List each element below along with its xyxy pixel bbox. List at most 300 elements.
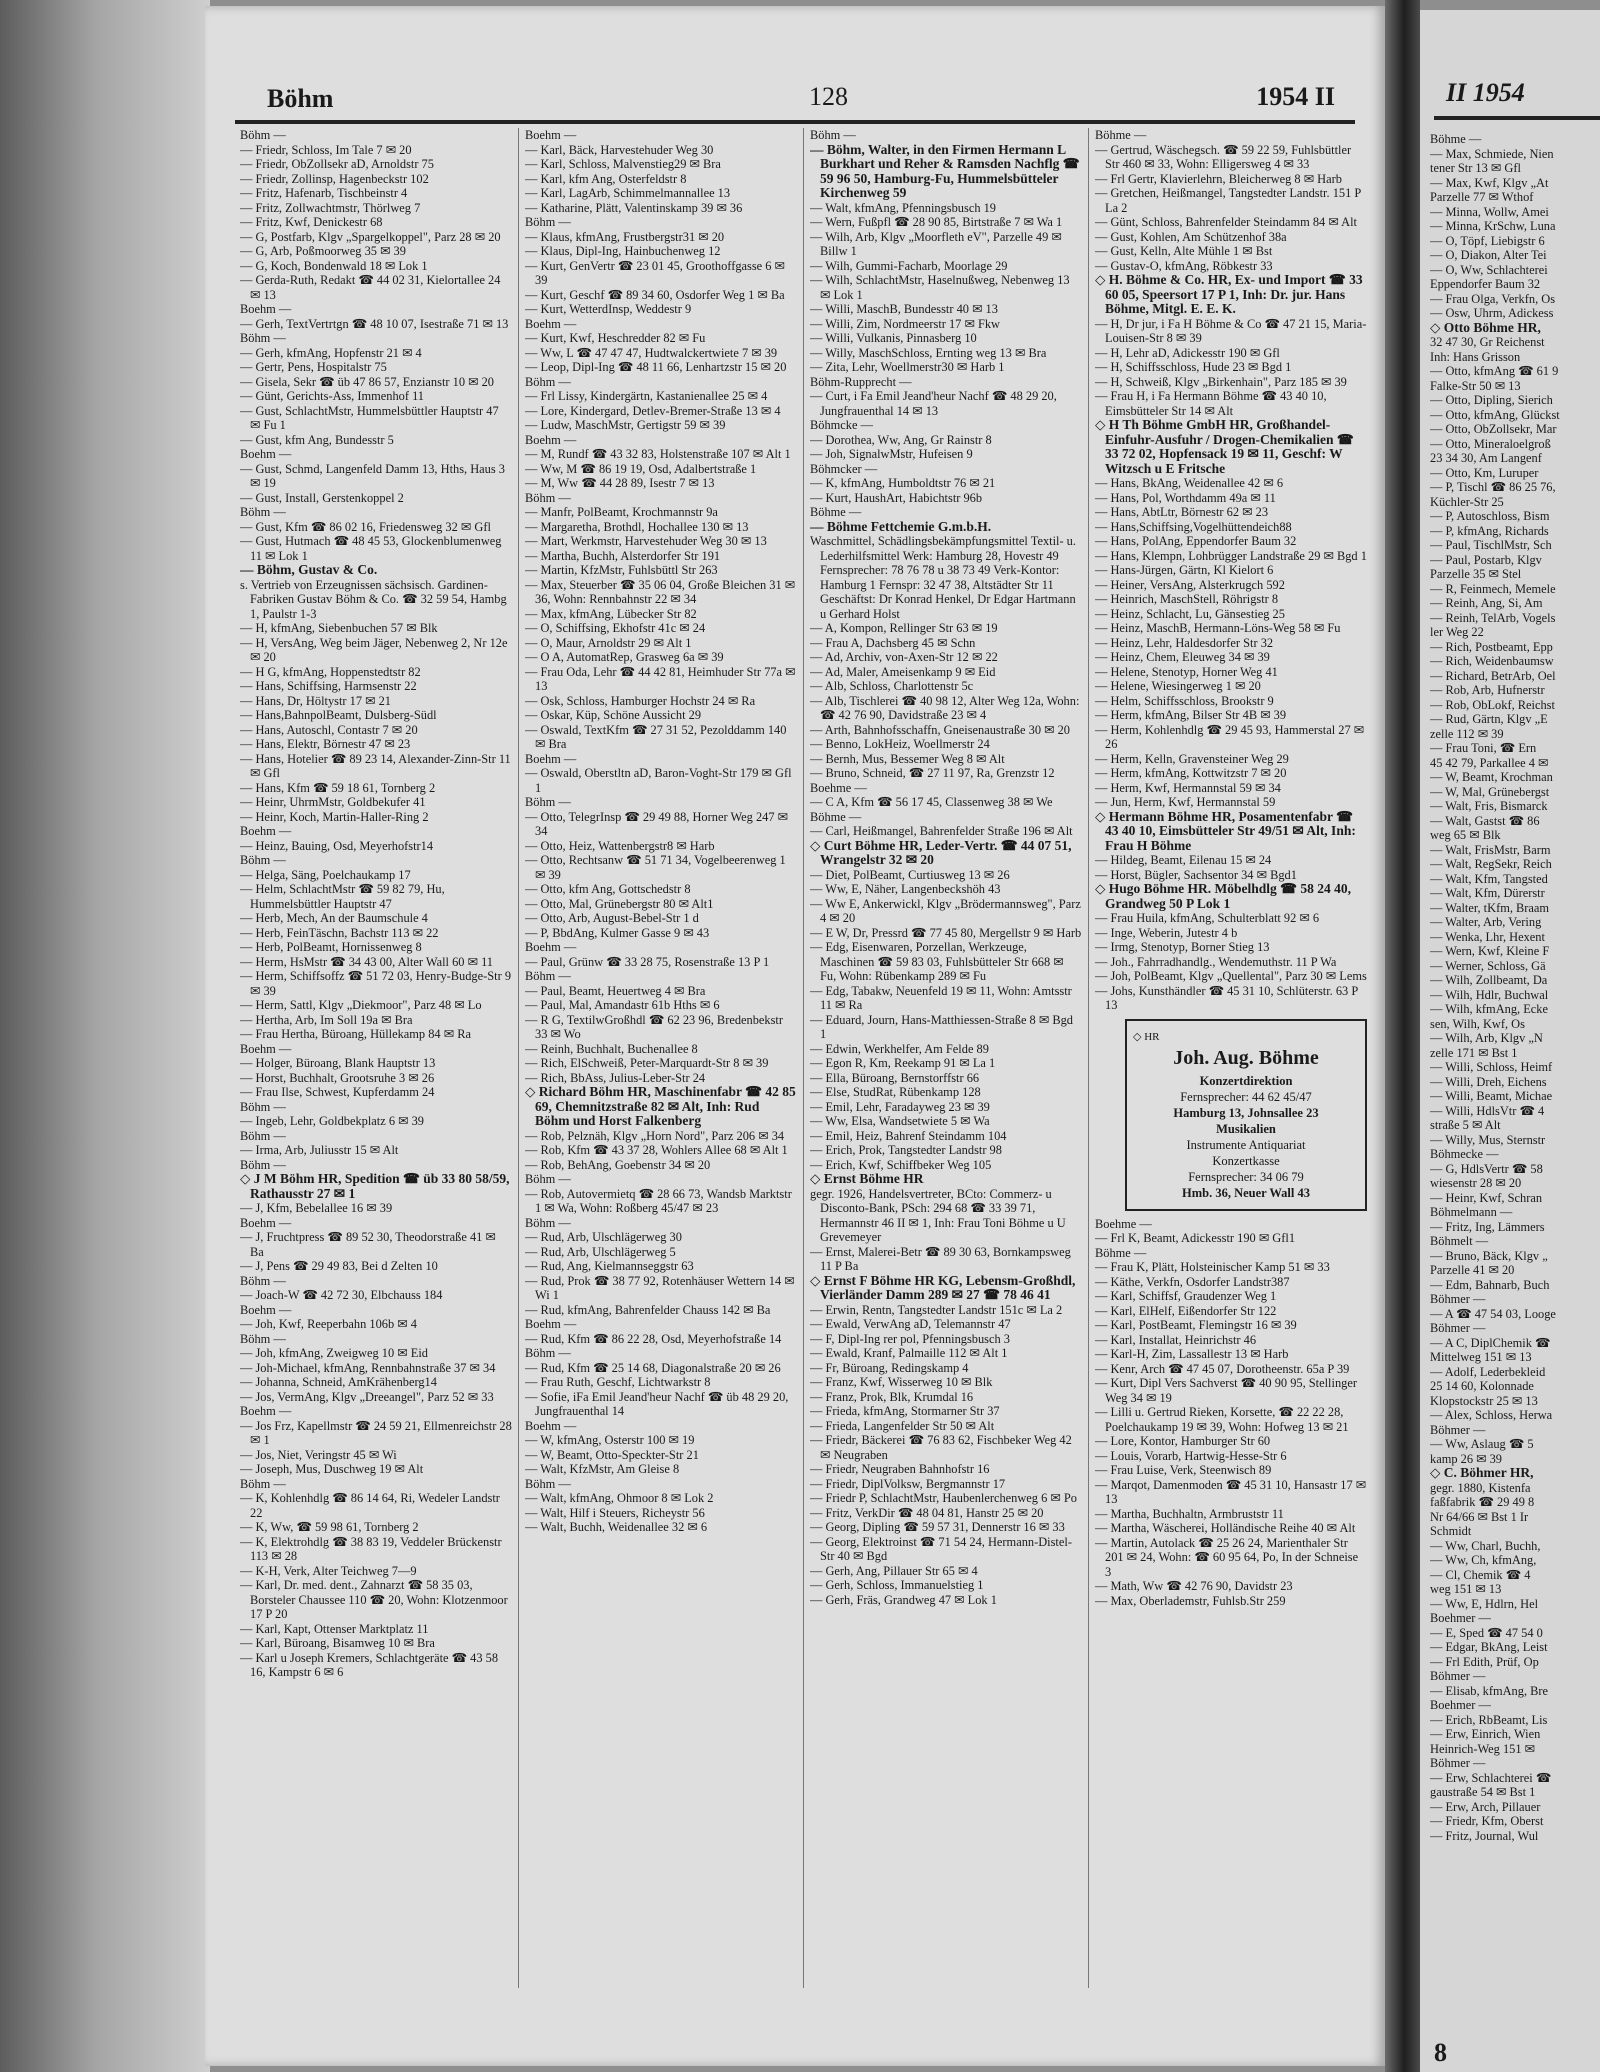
directory-entry: — Walt, Kfm, Dürerstr <box>1430 886 1545 900</box>
surname-heading: Böhm — <box>525 1346 571 1360</box>
directory-entry: — G, HdlsVertr ☎ 58 <box>1430 1161 1543 1176</box>
directory-entry: — Joh, Kwf, Reeperbahn 106b ✉ 4 <box>240 1317 417 1331</box>
directory-entry: — Bernh, Mus, Bessemer Weg 8 ✉ Alt <box>810 751 1005 766</box>
ad-phone2: Fernsprecher: 34 06 79 <box>1188 1169 1304 1184</box>
surname-heading: Böhmelt — <box>1430 1234 1489 1248</box>
directory-entry: — O, Maur, Arnoldstr 29 ✉ Alt 1 <box>525 635 692 650</box>
surname-heading: Boehm — <box>525 1317 577 1331</box>
directory-entry: — O, Schiffsing, Ekhofstr 41c ✉ 24 <box>525 621 706 635</box>
directory-entry: — Rob, Arb, Hufnerstr <box>1430 683 1545 697</box>
directory-entry: — Frau Hertha, Büroang, Hüllekamp 84 ✉ Ra <box>240 1027 471 1041</box>
directory-entry: — Rich, Weidenbaumsw <box>1430 654 1554 668</box>
directory-entry: — Hans-Jürgen, Gärtn, Kl Kielort 6 <box>1095 563 1274 577</box>
ad-subtitle: Konzertdirektion <box>1199 1073 1293 1088</box>
directory-entry: — J, Fruchtpress ☎ 89 52 30, Theodorstraße 41 ✉ Ba <box>240 1230 496 1259</box>
directory-entry: — Walter, Arb, Vering <box>1430 915 1542 929</box>
directory-entry: — H, Lehr aD, Adickesstr 190 ✉ Gfl <box>1095 345 1280 360</box>
directory-entry: — Emil, Lehr, Faradayweg 23 ✉ 39 <box>810 1099 990 1114</box>
directory-entry: — O, Töpf, Liebigstr 6 <box>1430 233 1545 248</box>
directory-entry: gegr. 1926, Handelsvertreter, BCto: Commerz- u Disconto-Bank, PSch: 294 68 ☎ 33 39 71, Hermannstr 46 II ✉ 1, Inh: Frau Toni Böhme u U Grevemeyer <box>810 1186 1066 1244</box>
directory-entry: — Holger, Büroang, Blank Hauptstr 13 <box>240 1056 436 1070</box>
column-divider <box>518 128 519 1988</box>
directory-entry: — Heinr, UhrmMstr, Goldbekufer 41 <box>240 795 426 809</box>
directory-entry: — Erich, RbBeamt, Lis <box>1430 1712 1548 1727</box>
directory-entry: — Frau Huila, kfmAng, Schulterblatt 92 ✉ 6 <box>1095 911 1320 925</box>
directory-entry: — Frl Gertr, Klavierlehrn, Bleicherweg 8 ✉ Harb <box>1095 171 1342 186</box>
directory-entry: — Willi, Schloss, Heimf <box>1430 1060 1553 1074</box>
directory-entry: — Alb, Tischlerei ☎ 40 98 12, Alter Weg 12a, Wohn: ☎ 42 76 90, Davidstraße 23 ✉ 4 <box>810 693 1080 722</box>
directory-entry: — Martha, Wäscherei, Holländische Reihe 40 ✉ Alt <box>1095 1521 1356 1535</box>
directory-entry: — H, Dr jur, i Fa H Böhme & Co ☎ 47 21 15, Maria-Louisen-Str 8 ✉ 39 <box>1095 316 1367 345</box>
directory-entry: — Ww, Ch, kfmAng, <box>1430 1553 1537 1567</box>
directory-entry: — Helm, Schiffsschloss, Brookstr 9 <box>1095 693 1274 708</box>
directory-entry: — Hans, Hotelier ☎ 89 23 14, Alexander-Zinn-Str 11 ✉ Gfl <box>240 751 511 780</box>
directory-entry: — Joh, kfmAng, Zweigweg 10 ✉ Eid <box>240 1346 428 1360</box>
next-page <box>1420 10 1600 2072</box>
directory-entry: — Herm, Sattl, Klgv „Diekmoor", Parz 48 ✉ Lo <box>240 998 482 1012</box>
directory-entry: — Günt, Schloss, Bahrenfelder Steindamm 84 ✉ Alt <box>1095 215 1357 229</box>
directory-entry: — Friedr, Zollinsp, Hagenbeckstr 102 <box>240 171 429 186</box>
directory-entry: — Fritz, Ing, Lämmers <box>1430 1219 1545 1234</box>
directory-entry: — Karl, Dr. med. dent., Zahnarzt ☎ 58 35 03, Borsteler Chaussee 110 ☎ 20, Wohn: Klotzenmoor 17 P 20 <box>240 1578 508 1621</box>
directory-entry: — Otto, Rechtsanw ☎ 51 71 34, Vogelbeerenweg 1 ✉ 39 <box>525 853 786 882</box>
directory-entry: — Karl, Schiffsf, Graudenzer Weg 1 <box>1095 1289 1277 1303</box>
directory-entry: — Karl, Schloss, Malvenstieg29 ✉ Bra <box>525 157 721 171</box>
surname-heading: Böhmelmann — <box>1430 1205 1513 1219</box>
directory-entry: — Fr, Büroang, Redingskamp 4 <box>810 1360 969 1375</box>
directory-entry: — G, Koch, Bondenwald 18 ✉ Lok 1 <box>240 258 428 273</box>
directory-entry: — Helene, Stenotyp, Horner Weg 41 <box>1095 664 1278 679</box>
surname-heading: Böhm — <box>525 1215 571 1230</box>
directory-entry: — Ww, Aslaug ☎ 5 <box>1430 1437 1534 1451</box>
directory-entry: — Irmg, Stenotyp, Borner Stieg 13 <box>1095 940 1270 954</box>
directory-entry: — Friedr, Schloss, Im Tale 7 ✉ 20 <box>240 142 412 157</box>
directory-entry: — Ewald, VerwAng aD, Telemannstr 47 <box>810 1317 1011 1331</box>
directory-entry: — Joh., Fahrradhandlg., Wendemuthstr. 11 P Wa <box>1095 954 1337 969</box>
ad-address2: Hmb. 36, Neuer Wall 43 <box>1181 1185 1310 1200</box>
next-page-header <box>1434 72 1600 120</box>
directory-entry: weg 65 ✉ Blk <box>1430 828 1501 842</box>
directory-entry: — Hans, Kfm ☎ 59 18 61, Tornberg 2 <box>240 780 436 795</box>
directory-entry: — Kurt, GenVertr ☎ 23 01 45, Groothoffgasse 6 ✉ 39 <box>525 258 785 287</box>
directory-entry: — Joh, SignalwMstr, Hufeisen 9 <box>810 447 973 461</box>
directory-entry: — Zita, Lehr, Woellmerstr30 ✉ Harb 1 <box>810 360 1005 374</box>
directory-entry: — Rich, ElSchweiß, Peter-Marquardt-Str 8 ✉ 39 <box>525 1056 769 1070</box>
directory-entry: — Frau Toni, ☎ Ern <box>1430 741 1537 755</box>
directory-entry: ◇ H. Böhme & Co. HR, Ex- und Import ☎ 33 60 05, Speersort 17 P 1, Inh: Dr. jur. Hans Böhme, Mitgl. E. E. K. <box>1095 272 1363 316</box>
directory-entry: — Johanna, Schneid, AmKrähenberg14 <box>240 1375 437 1389</box>
directory-entry: — Fritz, Zollwachtmstr, Thörlweg 7 <box>240 200 421 215</box>
surname-heading: Böhm-Rupprecht — <box>810 374 912 389</box>
directory-entry: — Franz, Prok, Blk, Krumdal 16 <box>810 1389 974 1404</box>
directory-entry: — Rob, Kfm ☎ 43 37 28, Wohlers Allee 68 ✉ Alt 1 <box>525 1143 788 1157</box>
directory-page <box>205 6 1385 2066</box>
directory-entry: — Hans, AbtLtr, Börnestr 62 ✉ 23 <box>1095 505 1269 519</box>
surname-heading: Böhm — <box>525 969 571 983</box>
directory-entry: — Hans, Schiffsing, Harmsenstr 22 <box>240 679 417 693</box>
surname-heading: Böhmer — <box>1430 1422 1486 1437</box>
directory-entry: — Karl, PostBeamt, Flemingstr 16 ✉ 39 <box>1095 1318 1297 1332</box>
next-page-year: II 1954 <box>1446 78 1525 107</box>
directory-entry: — P, Tischl ☎ 86 25 76, <box>1430 480 1556 494</box>
directory-entry: — Böhm, Gustav & Co. <box>240 562 378 577</box>
directory-entry: — A ☎ 47 54 03, Looge <box>1430 1306 1556 1321</box>
directory-entry: — Diet, PolBeamt, Curtiusweg 13 ✉ 26 <box>810 867 1010 882</box>
directory-entry: — Sofie, iFa Emil Jeand'heur Nachf ☎ üb 48 29 20, Jungfrauenthal 14 <box>525 1389 789 1418</box>
directory-entry: — Walt, Kfm, Tangsted <box>1430 871 1548 886</box>
directory-entry: — Walt, Fris, Bismarck <box>1430 799 1548 813</box>
surname-heading: Boehme — <box>1095 1216 1152 1231</box>
directory-entry: — Paul, Mal, Amandastr 61b Hths ✉ 6 <box>525 998 720 1012</box>
directory-entry: — Walt, Buchh, Weidenallee 32 ✉ 6 <box>525 1520 708 1534</box>
directory-entry: — Frau A, Dachsberg 45 ✉ Schn <box>810 635 976 650</box>
directory-entry: — Curt, i Fa Emil Jeand'heur Nachf ☎ 48 29 20, Jungfrauenthal 14 ✉ 13 <box>810 389 1057 418</box>
directory-entry: — Erich, Prok, Tangstedter Landstr 98 <box>810 1143 1002 1157</box>
surname-heading: Boehm — <box>240 1302 292 1317</box>
directory-entry: — Herb, PolBeamt, Hornissenweg 8 <box>240 940 422 954</box>
directory-entry: — Ewald, Kranf, Palmaille 112 ✉ Alt 1 <box>810 1346 1008 1360</box>
directory-entry: — Benno, LokHeiz, Woellmerstr 24 <box>810 737 990 751</box>
directory-entry: — Elisab, kfmAng, Bre <box>1430 1683 1549 1698</box>
book-spine <box>0 0 210 2072</box>
directory-entry: — Louis, Vorarb, Hartwig-Hesse-Str 6 <box>1095 1448 1287 1463</box>
surname-heading: Böhm — <box>240 1128 286 1143</box>
surname-heading: Boehm — <box>525 128 577 142</box>
surname-heading: Boehmer — <box>1430 1611 1491 1625</box>
column-divider <box>1088 128 1089 1988</box>
surname-heading: Böhm — <box>240 505 286 519</box>
directory-entry: — Otto, kfm Ang, Gottschedstr 8 <box>525 882 691 896</box>
directory-entry: — Walt, Gastst ☎ 86 <box>1430 813 1540 828</box>
directory-entry: — Fritz, Kwf, Denickestr 68 <box>240 215 383 229</box>
directory-entry: Küchler-Str 25 <box>1430 494 1504 509</box>
directory-entry: — Jun, Herm, Kwf, Hermannstal 59 <box>1095 795 1276 809</box>
directory-entry: — H, Schweiß, Klgv „Birkenhain", Parz 185 ✉ 39 <box>1095 374 1347 389</box>
surname-heading: Böhm — <box>525 795 571 809</box>
directory-entry: — Rud, Ang, Kielmannseggstr 63 <box>525 1259 694 1273</box>
directory-entry: — Heinz, Lehr, Haldesdorfer Str 32 <box>1095 635 1274 650</box>
directory-entry: — Frau Olga, Verkfn, Os <box>1430 291 1556 306</box>
directory-entry: — Böhme Fettchemie G.m.b.H. <box>810 518 992 534</box>
directory-entry: — Otto, Mineraloelgroß <box>1430 436 1551 451</box>
directory-entry: — Karl, Installat, Heinrichstr 46 <box>1095 1332 1257 1347</box>
directory-entry: Eppendorfer Baum 32 <box>1430 277 1541 291</box>
directory-entry: — Frau H, i Fa Hermann Böhme ☎ 43 40 10, Eimsbütteler Str 14 ✉ Alt <box>1095 389 1327 418</box>
surname-heading: Böhm — <box>240 331 286 345</box>
directory-entry: Schmidt <box>1430 1524 1472 1538</box>
directory-entry: — Gustav-O, kfmAng, Röbkestr 33 <box>1095 258 1273 273</box>
directory-entry: — Wilh, Zollbeamt, Da <box>1430 973 1548 987</box>
surname-heading: Böhm — <box>240 128 286 142</box>
ad-line1: Instrumente Antiquariat <box>1186 1137 1306 1152</box>
column-divider <box>803 128 804 1988</box>
directory-entry: — Martha, Buchhaltn, Armbruststr 11 <box>1095 1506 1284 1521</box>
directory-entry: — Walt, Hilf i Steuers, Richeystr 56 <box>525 1505 705 1520</box>
surname-heading: Boehm — <box>240 302 292 316</box>
directory-entry: — Ww, E, Hdlrn, Hel <box>1430 1596 1539 1611</box>
surname-heading: Böhm — <box>240 1099 286 1114</box>
directory-entry: — Friedr, Bäckerei ☎ 76 83 62, Fischbeker Weg 42 ✉ Neugraben <box>810 1433 1072 1462</box>
directory-entry: — Karl, Bäck, Harvestehuder Weg 30 <box>525 142 714 157</box>
directory-entry: — R G, TextilwGroßhdl ☎ 62 23 96, Bredenbekstr 33 ✉ Wo <box>525 1012 783 1041</box>
directory-entry: — Horst, Bügler, Sachsentor 34 ✉ Bgd1 <box>1095 867 1297 882</box>
directory-entry: — Georg, Dipling ☎ 59 57 31, Dennerstr 16 ✉ 33 <box>810 1520 1065 1534</box>
directory-entry: — Martin, Autolack ☎ 25 26 24, Marienthaler Str 201 ✉ 24, Wohn: ☎ 60 95 64, Po, In der Schneise 3 <box>1095 1535 1359 1579</box>
directory-entry: — Helga, Säng, Poelchaukamp 17 <box>240 867 411 882</box>
surname-heading: Böhm — <box>240 1331 286 1346</box>
directory-entry: — Martha, Buchh, Alsterdorfer Str 191 <box>525 548 721 563</box>
directory-entry: — Joach-W ☎ 42 72 30, Elbchauss 184 <box>240 1288 443 1302</box>
directory-entry: — Osw, Uhrm, Adickess <box>1430 306 1554 320</box>
surname-heading: Boehm — <box>525 1418 577 1433</box>
directory-entry: — Cl, Chemik ☎ 4 <box>1430 1567 1531 1582</box>
directory-entry: — Kurt, Dipl Vers Sachverst ☎ 40 90 95, Stellinger Weg 34 ✉ 19 <box>1095 1376 1357 1405</box>
directory-entry: — Fritz, Hafenarb, Tischbeinstr 4 <box>240 186 408 200</box>
directory-entry: — Walt, kfmAng, Pfenningsbusch 19 <box>810 200 996 215</box>
directory-entry: — Walt, kfmAng, Ohmoor 8 ✉ Lok 2 <box>525 1491 714 1505</box>
directory-entry: — Joseph, Mus, Duschweg 19 ✉ Alt <box>240 1462 424 1476</box>
directory-entry: — Otto, kfmAng, Glückst <box>1430 407 1560 422</box>
directory-entry: — Wilh, Gummi-Facharb, Moorlage 29 <box>810 258 1008 273</box>
directory-entry: — R, Feinmech, Memele <box>1430 581 1556 596</box>
directory-entry: — Ww, Elsa, Wandsetwiete 5 ✉ Wa <box>810 1114 990 1128</box>
directory-entry: — Edm, Bahnarb, Buch <box>1430 1277 1550 1292</box>
directory-entry: — Horst, Buchhalt, Grootsruhe 3 ✉ 26 <box>240 1070 435 1085</box>
directory-entry: — Joh-Michael, kfmAng, Rennbahnstraße 37 ✉ 34 <box>240 1360 496 1375</box>
surname-heading: Boehm — <box>240 1041 292 1056</box>
directory-entry: ◇ C. Böhmer HR, <box>1430 1465 1534 1480</box>
surname-heading: Böhmer — <box>1430 1321 1486 1335</box>
directory-entry: — Willi, Zim, Nordmeerstr 17 ✉ Fkw <box>810 316 1000 331</box>
directory-entry: — Gust, Hutmach ☎ 48 45 53, Glockenblumenweg 11 ✉ Lok 1 <box>240 534 502 563</box>
directory-entry: — Oskar, Küp, Schöne Aussicht 29 <box>525 708 702 722</box>
directory-entry: — Arth, Bahnhofsschaffn, Gneisenaustraße 30 ✉ 20 <box>810 722 1070 737</box>
directory-entry: — Klaus, Dipl-Ing, Hainbuchenweg 12 <box>525 244 721 258</box>
directory-entry: ◇ Hugo Böhme HR. Möbelhdlg ☎ 58 24 40, Grandweg 50 P Lok 1 <box>1095 881 1351 911</box>
directory-entry: — Heinz, MaschB, Hermann-Löns-Weg 58 ✉ Fu <box>1095 621 1341 635</box>
directory-entry: — Frau Ruth, Geschf, Lichtwarkstr 8 <box>525 1375 711 1389</box>
directory-entry: — Lilli u. Gertrud Rieken, Korsette, ☎ 22 22 28, Poelchaukamp 19 ✉ 39, Wohn: Hofweg 13 ✉ 21 <box>1095 1405 1349 1434</box>
directory-entry: — Gretchen, Heißmangel, Tangstedter Landstr. 151 P La 2 <box>1095 186 1361 215</box>
directory-entry: — O, Ww, Schlachterei <box>1430 262 1548 277</box>
directory-entry: — Frieda, kfmAng, Stormarner Str 37 <box>810 1404 1000 1418</box>
directory-entry: Falke-Str 50 ✉ 13 <box>1430 378 1521 393</box>
directory-entry: — Oswald, Oberstltn aD, Baron-Voght-Str 179 ✉ Gfl 1 <box>525 766 792 795</box>
surname-heading: Böhme — <box>1095 128 1147 142</box>
directory-entry: — Max, Steuerber ☎ 35 06 04, Große Bleichen 31 ✉ 36, Wohn: Rennbahnstr 22 ✉ 34 <box>525 577 796 606</box>
directory-entry: — Osk, Schloss, Hamburger Hochstr 24 ✉ Ra <box>525 693 756 708</box>
directory-entry: — Kurt, WetterdInsp, Weddestr 9 <box>525 302 692 316</box>
directory-entry: — Ww, E, Näher, Langenbeckshöh 43 <box>810 882 1001 896</box>
surname-heading: Böhme — <box>1430 132 1482 146</box>
directory-entry: — G, Postfarb, Klgv „Spargelkoppel", Parz 28 ✉ 20 <box>240 229 501 244</box>
directory-entry: — Max, Oberlademstr, Fuhlsb.Str 259 <box>1095 1593 1286 1608</box>
surname-heading: Boehm — <box>525 432 577 447</box>
column-4 <box>1095 128 1367 2048</box>
directory-entry: — Franz, Kwf, Wisserweg 10 ✉ Blk <box>810 1375 993 1389</box>
directory-entry: — Edgar, BkAng, Leist <box>1430 1640 1548 1654</box>
directory-entry: — Heinz, Chem, Eleuweg 34 ✉ 39 <box>1095 650 1270 664</box>
surname-heading: Boehmer — <box>1430 1698 1491 1712</box>
directory-entry: — K, Kohlenhdlg ☎ 86 14 64, Ri, Wedeler Landstr 22 <box>240 1491 500 1520</box>
directory-entry: 32 47 30, Gr Reichenst <box>1430 335 1545 349</box>
directory-entry: — Gerh, kfmAng, Hopfenstr 21 ✉ 4 <box>240 345 422 360</box>
directory-entry: — Jos, VermAng, Klgv „Dreeangel", Parz 52 ✉ 33 <box>240 1389 494 1404</box>
directory-entry: — Rich, BbAss, Julius-Leber-Str 24 <box>525 1070 706 1085</box>
directory-entry: — Irma, Arb, Juliusstr 15 ✉ Alt <box>240 1143 399 1157</box>
header-name: Böhm <box>267 84 334 113</box>
directory-entry: — Eduard, Journ, Hans-Matthiessen-Straße 8 ✉ Bgd 1 <box>810 1012 1073 1041</box>
directory-entry: — Karl, Kapt, Ottenser Marktplatz 11 <box>240 1621 429 1636</box>
directory-entry: — Rich, Postbeamt, Epp <box>1430 639 1553 654</box>
directory-entry: — Otto, kfmAng ☎ 61 9 <box>1430 364 1559 378</box>
surname-heading: Böhme — <box>810 809 862 824</box>
surname-heading: Boehme — <box>810 780 867 795</box>
surname-heading: Böhm — <box>525 374 571 389</box>
directory-entry: — M, Ww ☎ 44 28 89, Isestr 7 ✉ 13 <box>525 476 715 490</box>
directory-entry: — Jos Frz, Kapellmstr ☎ 24 59 21, Ellmenreichstr 28 ✉ 1 <box>240 1418 512 1447</box>
directory-entry: — A, Kompon, Rellinger Str 63 ✉ 19 <box>810 621 998 635</box>
directory-entry: — Gerh, Ang, Pillauer Str 65 ✉ 4 <box>810 1563 978 1578</box>
directory-entry: — H, kfmAng, Siebenbuchen 57 ✉ Blk <box>240 621 438 635</box>
directory-entry: Klopstockstr 25 ✉ 13 <box>1430 1393 1538 1408</box>
directory-entry: — Reinh, TelArb, Vogels <box>1430 610 1556 625</box>
directory-entry: — Rud, Prok ☎ 38 77 92, Rotenhäuser Wettern 14 ✉ Wi 1 <box>525 1273 795 1302</box>
directory-entry: — Ingeb, Lehr, Goldbekplatz 6 ✉ 39 <box>240 1114 424 1128</box>
directory-entry: — Walt, KfzMstr, Am Gleise 8 <box>525 1462 680 1476</box>
directory-entry: — Fritz, VerkDir ☎ 48 04 81, Hanstr 25 ✉ 20 <box>810 1505 1044 1520</box>
directory-entry: — G, Arb, Poßmoorweg 35 ✉ 39 <box>240 244 406 258</box>
column-3 <box>810 128 1082 2048</box>
advertisement-box <box>1125 1019 1367 1211</box>
directory-entry: Nr 64/66 ✉ Bst 1 Ir <box>1430 1509 1529 1524</box>
directory-entry: — Herb, FeinTäschn, Bachstr 113 ✉ 22 <box>240 925 439 940</box>
directory-entry: — Wern, Fußpfl ☎ 28 90 85, Birtstraße 7 ✉ Wa 1 <box>810 215 1063 229</box>
directory-entry: s. Vertrieb von Erzeugnissen sächsisch. Gardinen-Fabriken Gustav Böhm & Co. ☎ 32 59 54, Hambg 1, Paulstr 1-3 <box>240 577 507 621</box>
directory-entry: — Willi, Vulkanis, Pinnasberg 10 <box>810 331 977 345</box>
directory-entry: — Georg, Elektroinst ☎ 71 54 24, Hermann-Distel-Str 40 ✉ Bgd <box>810 1534 1072 1563</box>
directory-entry: — Käthe, Verkfn, Osdorfer Landstr387 <box>1095 1274 1290 1289</box>
directory-entry: — Wenka, Lhr, Hexent <box>1430 929 1545 944</box>
directory-entry: — Erw, Schlachterei ☎ <box>1430 1770 1552 1785</box>
directory-entry: — A C, DiplChemik ☎ <box>1430 1335 1551 1350</box>
surname-heading: Boehm — <box>525 316 577 331</box>
directory-entry: weg 151 ✉ 13 <box>1430 1582 1502 1596</box>
directory-entry: — Paul, Postarb, Klgv <box>1430 552 1542 567</box>
directory-entry: — Rob, BehAng, Goebenstr 34 ✉ 20 <box>525 1157 711 1172</box>
directory-entry: — Herm, HsMstr ☎ 34 43 00, Alter Wall 60 ✉ 11 <box>240 954 493 969</box>
directory-entry: — H, Schiffsschloss, Hude 23 ✉ Bgd 1 <box>1095 360 1292 374</box>
directory-entry: — Karl-H, Zim, Lassallestr 13 ✉ Harb <box>1095 1347 1289 1361</box>
directory-entry: — Frau Luise, Verk, Steenwisch 89 <box>1095 1463 1272 1477</box>
ad-prefix: ◇ HR <box>1133 1030 1160 1043</box>
directory-entry: — Alex, Schloss, Herwa <box>1430 1408 1553 1422</box>
directory-entry: — Rob, Autovermietq ☎ 28 66 73, Wandsb Marktstr 1 ✉ Wa, Wohn: Roßberg 45/47 ✉ 23 <box>525 1186 792 1215</box>
directory-entry: — Otto, Mal, Grünebergstr 80 ✉ Alt1 <box>525 896 714 911</box>
ad-title: Joh. Aug. Böhme <box>1173 1046 1319 1069</box>
directory-entry: — Wern, Kwf, Kleine F <box>1430 944 1550 958</box>
directory-entry: — Erw, Einrich, Wien <box>1430 1727 1541 1741</box>
directory-entry: — Gust, SchlachtMstr, Hummelsbüttler Hauptstr 47 ✉ Fu 1 <box>240 403 499 432</box>
directory-entry: — Hans, Pol, Worthdamm 49a ✉ 11 <box>1095 490 1276 505</box>
directory-entry: — Karl, Büroang, Bisamweg 10 ✉ Bra <box>240 1636 435 1650</box>
directory-entry: — Friedr, Neugraben Bahnhofstr 16 <box>810 1462 990 1476</box>
surname-heading: Boehm — <box>525 940 577 954</box>
directory-entry: — Karl, kfm Ang, Osterfeldstr 8 <box>525 171 687 186</box>
directory-entry: — Walter, tKfm, Braam <box>1430 900 1550 915</box>
directory-entry: — Katharine, Plätt, Valentinskamp 39 ✉ 36 <box>525 200 743 215</box>
directory-entry: — Heinrich, MaschStell, Röhrigstr 8 <box>1095 592 1279 606</box>
directory-entry: — Manfr, PolBeamt, Krochmannstr 9a <box>525 505 718 519</box>
directory-entry: ◇ Otto Böhme HR, <box>1430 319 1541 335</box>
directory-entry: — Kenr, Arch ☎ 47 45 07, Dorotheenstr. 65a P 39 <box>1095 1361 1350 1376</box>
directory-entry: — Gerh, Schloss, Immanuelstieg 1 <box>810 1578 984 1592</box>
directory-entry: — Ad, Archiv, von-Axen-Str 12 ✉ 22 <box>810 650 998 664</box>
directory-entry: — Richard, BetrArb, Oel <box>1430 668 1556 683</box>
directory-entry: gegr. 1880, Kistenfa <box>1430 1480 1531 1495</box>
directory-entry: — Gust, Kelln, Alte Mühle 1 ✉ Bst <box>1095 244 1273 258</box>
directory-entry: — Heiner, VersAng, Alsterkrugch 592 <box>1095 577 1285 592</box>
directory-entry: — Wilh, kfmAng, Ecke <box>1430 1002 1548 1016</box>
directory-entry: — Herm, Kelln, Gravensteiner Weg 29 <box>1095 751 1289 766</box>
surname-heading: Böhm — <box>525 490 571 505</box>
surname-heading: Böhme — <box>810 505 862 519</box>
directory-entry: — O A, AutomatRep, Grasweg 6a ✉ 39 <box>525 650 724 664</box>
surname-heading: Böhm — <box>240 1157 286 1172</box>
directory-entry: — Ad, Maler, Ameisenkamp 9 ✉ Eid <box>810 664 996 679</box>
page-number: 128 <box>809 82 848 111</box>
directory-entry: — Herm, kfmAng, Kottwitzstr 7 ✉ 20 <box>1095 766 1287 780</box>
directory-entry: — Wilh, Hdlr, Buchwal <box>1430 987 1549 1002</box>
directory-entry: — Otto, Km, Luruper <box>1430 465 1539 480</box>
directory-entry: — Marqot, Damenmoden ☎ 45 31 10, Hansastr 17 ✉ 13 <box>1095 1477 1367 1506</box>
directory-entry: — Otto, Arb, August-Bebel-Str 1 d <box>525 911 699 925</box>
directory-entry: — Dorothea, Ww, Ang, Gr Rainstr 8 <box>810 432 992 447</box>
surname-heading: Boehm — <box>240 1404 292 1418</box>
directory-entry: — Erwin, Rentn, Tangstedter Landstr 151c ✉ La 2 <box>810 1302 1063 1317</box>
directory-entry: — K, Elektrohdlg ☎ 38 83 19, Veddeler Brückenstr 113 ✉ 28 <box>240 1534 502 1563</box>
directory-entry: straße 5 ✉ Alt <box>1430 1118 1501 1132</box>
directory-entry: — Johs, Kunsthändler ☎ 45 31 10, Schlüterstr. 63 P 13 <box>1095 983 1358 1012</box>
directory-entry: — Ww, L ☎ 47 47 47, Hudtwalckertwiete 7 ✉ 39 <box>525 345 778 360</box>
surname-heading: Böhme — <box>1095 1245 1147 1260</box>
directory-entry: — Bruno, Bäck, Klgv „ <box>1430 1248 1548 1263</box>
next-page-bottom-number: 8 <box>1434 2038 1447 2067</box>
directory-entry: — Willi, MaschB, Bundesstr 40 ✉ 13 <box>810 302 998 316</box>
directory-entry: — Paul, Beamt, Heuertweg 4 ✉ Bra <box>525 983 706 998</box>
directory-entry: — Rud, Arb, Ulschlägerweg 5 <box>525 1244 676 1259</box>
surname-heading: Böhmer — <box>1430 1756 1486 1770</box>
directory-entry: — Gust, Schmd, Langenfeld Damm 13, Hths, Haus 3 ✉ 19 <box>240 461 505 490</box>
directory-entry: — Herm, Schiffsoffz ☎ 51 72 03, Henry-Budge-Str 9 ✉ 39 <box>240 969 512 998</box>
directory-entry: — C A, Kfm ☎ 56 17 45, Classenweg 38 ✉ We <box>810 795 1053 809</box>
directory-entry: — Willy, Mus, Sternstr <box>1430 1132 1546 1147</box>
directory-entry: — Ella, Büroang, Bernstorffstr 66 <box>810 1070 980 1085</box>
directory-entry: — Kurt, HaushArt, Habichtstr 96b <box>810 490 983 505</box>
directory-entry: — Hertha, Arb, Im Soll 19a ✉ Bra <box>240 1012 413 1027</box>
directory-entry: — Rud, kfmAng, Bahrenfelder Chauss 142 ✉ Ba <box>525 1302 771 1317</box>
directory-entry: — J, Pens ☎ 29 49 83, Bei d Zelten 10 <box>240 1259 438 1273</box>
surname-heading: Böhmcker — <box>810 461 878 476</box>
directory-entry: — Otto, TelegrInsp ☎ 29 49 88, Horner Weg 247 ✉ 34 <box>525 809 789 838</box>
surname-heading: Böhm — <box>810 128 856 142</box>
directory-entry: — Emil, Heiz, Bahrenf Steindamm 104 <box>810 1128 1007 1143</box>
directory-entry: 23 34 30, Am Langenf <box>1430 451 1542 465</box>
directory-entry: 45 42 79, Parkallee 4 ✉ <box>1430 755 1549 770</box>
surname-heading: Boehm — <box>240 447 292 461</box>
surname-heading: Böhmer — <box>1430 1292 1486 1306</box>
directory-entry: — Lore, Kontor, Hamburger Str 60 <box>1095 1434 1271 1448</box>
